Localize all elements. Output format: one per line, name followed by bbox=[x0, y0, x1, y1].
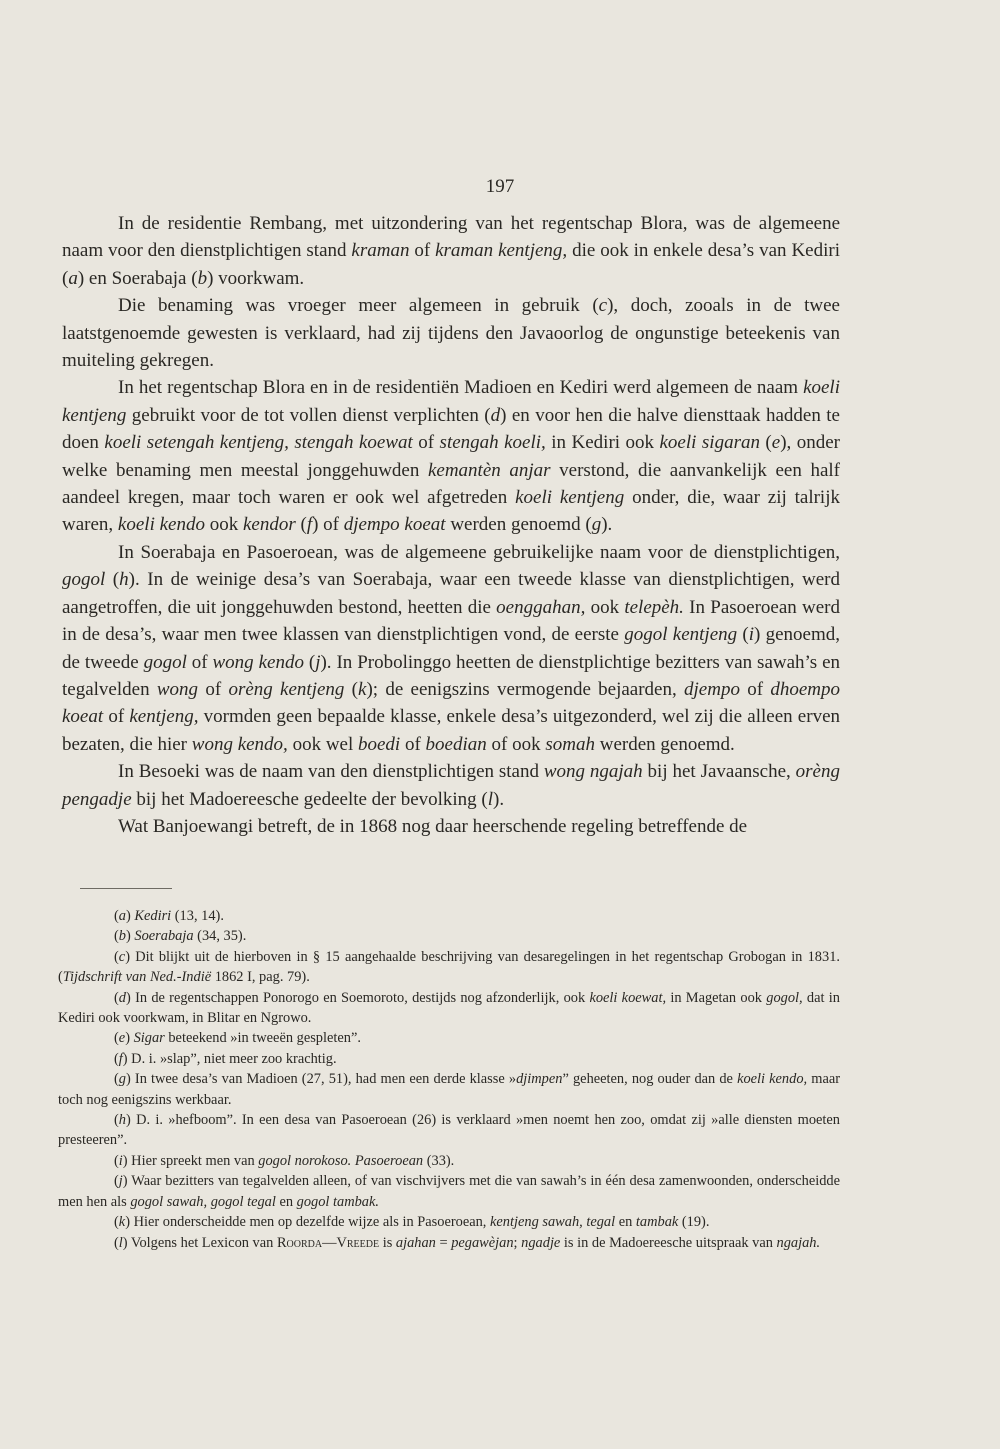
text-run: gebruikt voor de tot vollen dienst verplichten ( bbox=[126, 404, 491, 426]
italic-term: somah bbox=[545, 733, 595, 755]
italic-term: f bbox=[306, 514, 313, 536]
text-run: of bbox=[198, 678, 229, 700]
italic-term: Pasoeroean bbox=[354, 1152, 424, 1169]
text-run: ( bbox=[114, 908, 119, 924]
text-run: ( bbox=[303, 651, 316, 673]
text-run: of bbox=[739, 678, 771, 700]
text-run: ) Volgens het Lexicon van bbox=[122, 1234, 277, 1251]
italic-term: d bbox=[490, 404, 501, 426]
italic-term: djimpen bbox=[516, 1071, 563, 1088]
italic-term: h bbox=[119, 569, 129, 591]
italic-term: gogol tambak. bbox=[296, 1193, 379, 1210]
text-run: ( bbox=[344, 678, 359, 700]
text-run: Wat Banjoewangi betreft, de in 1868 nog daar heerschende regeling betreffende de bbox=[118, 815, 748, 837]
italic-term: wong kendo bbox=[212, 651, 304, 673]
italic-term: boedi bbox=[358, 733, 401, 755]
italic-term: i bbox=[118, 1152, 123, 1169]
text-run: of bbox=[186, 651, 213, 673]
italic-term: djempo koeat bbox=[343, 514, 446, 536]
text-run: ) voorkwam. bbox=[207, 267, 305, 289]
italic-term: i bbox=[748, 624, 755, 646]
text-run: ( bbox=[114, 928, 119, 945]
italic-term: kraman bbox=[351, 240, 410, 262]
text-run: ) D. i. »hefboom”. In een desa van Pasoeroean (26) is verklaard »men noemt hen zoo, omdat zij »alle diensten moeten presteeren”. bbox=[58, 1112, 840, 1149]
text-run: ( bbox=[114, 1234, 119, 1251]
italic-term: gogol bbox=[143, 651, 187, 673]
italic-term: boedian bbox=[425, 733, 487, 755]
italic-term: Tijdschrift van Ned.-Indië bbox=[62, 969, 212, 986]
footnote bbox=[58, 1049, 840, 1069]
text-run: in Kediri ook bbox=[545, 432, 660, 454]
text-run: ( bbox=[114, 1030, 119, 1047]
footnote bbox=[58, 947, 840, 988]
text-run: Roorda—Vreede bbox=[276, 1234, 380, 1251]
italic-term: koeli sigaran bbox=[659, 432, 760, 454]
footnotes bbox=[58, 906, 840, 1253]
footnote bbox=[58, 926, 840, 946]
text-run: ) Waar bezitters van tegalvelden alleen, of van vischvijvers met die van sawah’s in één desa zamenwoonden, onderscheidde men hen als bbox=[58, 1173, 840, 1210]
text-run: ( bbox=[759, 432, 772, 454]
italic-term: koeli koewat, bbox=[589, 989, 667, 1006]
italic-term: koeli kendo, bbox=[737, 1071, 808, 1088]
paragraph bbox=[62, 758, 840, 813]
italic-term: pegawèjan bbox=[451, 1234, 514, 1251]
italic-term: Sigar bbox=[133, 1030, 165, 1047]
text-run: dat in Kediri ook voorkwam, in Blitar en Ngrowo. bbox=[58, 989, 840, 1027]
footnote-separator bbox=[80, 888, 172, 889]
italic-term: koeli kentjeng bbox=[62, 377, 840, 426]
text-run: In Pasoeroean werd in de desa’s, waar men twee klassen van dienstplichtigen vond, de eerste bbox=[62, 596, 840, 646]
footnote bbox=[58, 1069, 840, 1110]
italic-term: g bbox=[118, 1071, 126, 1088]
italic-term: koeli kentjeng bbox=[515, 487, 625, 509]
text-run: ). bbox=[493, 788, 505, 810]
italic-term: ngadje bbox=[521, 1234, 561, 1251]
paragraph bbox=[62, 292, 840, 374]
italic-term: kraman kentjeng, bbox=[435, 240, 568, 262]
text-run: ), doch, zooals in de twee laatstgenoemde gewesten is verklaard, had zij tijdens den Javaoorlog de ongunstige beteekenis van muiteling gekregen. bbox=[62, 295, 840, 372]
text-run: 1862 I, pag. 79). bbox=[211, 969, 310, 986]
text-run: of ook bbox=[486, 733, 546, 755]
text-run: ), onder welke benaming men meestal jonggehuwden bbox=[62, 432, 841, 481]
text-run: of bbox=[103, 706, 130, 728]
paragraph bbox=[62, 539, 840, 758]
text-run: vormden geen bepaalde klasse, enkele desa’s uitgezonderd, wel zij die alleen erven bezaten, die hier bbox=[62, 706, 841, 755]
italic-term: k bbox=[118, 1214, 126, 1231]
italic-term: k bbox=[358, 678, 367, 700]
text-run: (34, 35). bbox=[193, 928, 247, 945]
text-run: ( bbox=[295, 514, 307, 536]
text-run: en bbox=[615, 1214, 636, 1231]
text-run: = bbox=[435, 1234, 452, 1251]
text-run: ( bbox=[114, 948, 119, 965]
text-run: ook bbox=[585, 596, 625, 618]
text-run: verstond, die aanvankelijk een half aandeel kregen, maar toch waren er ook wel afgetreden bbox=[62, 459, 840, 509]
italic-term: j bbox=[118, 1173, 123, 1190]
footnote bbox=[58, 1171, 840, 1212]
text-run: ) In de regentschappen Ponorogo en Soemoroto, destijds nog afzonderlijk, ook bbox=[126, 989, 590, 1006]
text-run: is in de Madoereesche uitspraak van bbox=[560, 1234, 777, 1251]
italic-term: gogol, bbox=[766, 989, 803, 1006]
text-run: ) en Soerabaja ( bbox=[77, 267, 198, 289]
italic-term: koeli setengah kentjeng, stengah koewat bbox=[104, 432, 413, 454]
text-run: in Magetan ook bbox=[666, 989, 767, 1006]
italic-term: c bbox=[118, 948, 126, 965]
italic-term: l bbox=[118, 1234, 123, 1251]
text-run: In het regentschap Blora en in de residentiën Madioen en Kediri werd algemeen de naam bbox=[118, 377, 804, 399]
text-run: ) Hier onderscheidde men op dezelfde wijze als in Pasoeroean, bbox=[125, 1214, 491, 1231]
italic-term: wong bbox=[156, 678, 199, 700]
text-run: In de residentie Rembang, met uitzondering van het regentschap Blora, was de algemeene naam voor den dienstplichtigen stand bbox=[62, 213, 840, 262]
italic-term: kemantèn anjar bbox=[427, 459, 551, 481]
text-run: In Besoeki was de naam van den dienstplichtigen stand bbox=[118, 761, 544, 783]
italic-term: wong ngajah bbox=[543, 761, 643, 783]
text-run: werden genoemd. bbox=[594, 733, 735, 755]
text-run: ; bbox=[513, 1234, 522, 1251]
italic-term: a bbox=[118, 908, 126, 924]
footnote bbox=[58, 1233, 840, 1253]
text-run: ) bbox=[126, 908, 135, 924]
italic-term: a bbox=[68, 267, 78, 289]
text-run: en bbox=[275, 1193, 297, 1210]
text-run: ” geheeten, nog ouder dan de bbox=[562, 1071, 738, 1088]
paragraph bbox=[62, 210, 840, 292]
text-run: ( bbox=[737, 624, 749, 646]
text-run: of bbox=[400, 733, 426, 755]
text-run: ( bbox=[114, 1112, 119, 1129]
body-text bbox=[62, 210, 840, 840]
italic-term: oenggahan, bbox=[496, 596, 586, 618]
italic-term: gogol bbox=[62, 569, 106, 591]
text-run: ) bbox=[126, 928, 135, 945]
italic-term: ngajah. bbox=[776, 1234, 821, 1251]
text-run: bij het Javaansche, bbox=[642, 761, 796, 783]
text-run: ( bbox=[114, 1050, 119, 1067]
italic-term: gogol sawah, gogol tegal bbox=[130, 1193, 276, 1210]
italic-term: kendor bbox=[242, 514, 296, 536]
text-run: ). bbox=[601, 514, 613, 536]
text-run: of bbox=[412, 432, 440, 454]
italic-term: djempo bbox=[684, 678, 740, 700]
text-run: maar toch nog eenigszins werkbaar. bbox=[58, 1071, 841, 1108]
italic-term: koeli kendo bbox=[117, 514, 205, 536]
text-run: ( bbox=[105, 569, 120, 591]
text-run: ) Dit blijkt uit de hierboven in § 15 aangehaalde beschrijving van desaregelingen in het regentschap Grobogan in 1831. ( bbox=[58, 948, 840, 986]
text-run: (33). bbox=[423, 1152, 455, 1169]
text-run: werden genoemd ( bbox=[445, 514, 592, 536]
italic-term: j bbox=[315, 651, 321, 673]
text-run: Die benaming was vroeger meer algemeen in gebruik ( bbox=[118, 295, 599, 317]
italic-term: telepèh. bbox=[624, 596, 684, 618]
text-run: die ook in enkele desa’s van Kediri ( bbox=[62, 240, 840, 289]
footnote bbox=[58, 1110, 840, 1151]
text-run: ) genoemd, de tweede bbox=[62, 624, 840, 673]
text-run: ( bbox=[114, 1152, 119, 1169]
italic-term: ajahan bbox=[395, 1234, 436, 1251]
text-run: ( bbox=[114, 1214, 119, 1231]
text-run: ( bbox=[114, 989, 119, 1006]
text-run: onder, die, waar zij talrijk waren, bbox=[62, 487, 840, 536]
italic-term: kentjeng, bbox=[129, 706, 199, 728]
text-run: of bbox=[409, 240, 436, 262]
text-run: (13, 14). bbox=[171, 908, 224, 924]
italic-term: b bbox=[118, 928, 126, 945]
italic-term: orèng pengadje bbox=[62, 761, 840, 810]
text-run: ook wel bbox=[287, 733, 358, 755]
text-run: ). In de weinige desa’s van Soerabaja, waar een tweede klasse van dienstplichtigen, werd aangetroffen, die uit jonggehuwden bestond, heetten die bbox=[62, 569, 840, 618]
italic-term: h bbox=[118, 1112, 126, 1129]
text-run: ) en voor hen die halve diensttaak hadden te doen bbox=[62, 404, 840, 454]
text-run: ); de eenigszins vermogende bejaarden, bbox=[366, 678, 685, 700]
italic-term: dhoempo koeat bbox=[62, 678, 841, 728]
italic-term: gogol kentjeng bbox=[624, 624, 738, 646]
italic-term: gogol norokoso. bbox=[258, 1152, 352, 1169]
italic-term: orèng kentjeng bbox=[228, 678, 345, 700]
text-run: ( bbox=[114, 1071, 119, 1088]
footnote bbox=[58, 1028, 840, 1048]
text-run: beteekend »in tweeën gespleten”. bbox=[164, 1030, 361, 1047]
italic-term: Kediri bbox=[134, 908, 172, 924]
text-run: ) In twee desa’s van Madioen (27, 51), had men een derde klasse » bbox=[126, 1071, 517, 1088]
italic-term: g bbox=[591, 514, 602, 536]
text-run: ). In Probolinggo heetten de dienstplichtige bezitters van sawah’s en tegalvelden bbox=[62, 651, 841, 700]
text-run: ) Hier spreekt men van bbox=[122, 1152, 259, 1169]
text-run: ) bbox=[125, 1030, 134, 1047]
italic-term: l bbox=[487, 788, 494, 810]
italic-term: d bbox=[118, 989, 126, 1006]
italic-term: c bbox=[598, 295, 608, 317]
footnote bbox=[58, 988, 840, 1029]
text-run: ) D. i. »slap”, niet meer zoo krachtig. bbox=[122, 1050, 337, 1067]
text-run: bij het Madoereesche gedeelte der bevolking ( bbox=[131, 788, 488, 810]
italic-term: b bbox=[197, 267, 208, 289]
italic-term: tambak bbox=[635, 1214, 679, 1231]
text-run: ) of bbox=[312, 514, 344, 536]
page-number: 197 bbox=[485, 176, 515, 197]
footnote bbox=[58, 1151, 840, 1171]
footnote bbox=[58, 1212, 840, 1232]
text-run: ( bbox=[114, 1173, 119, 1190]
text-run: is bbox=[379, 1234, 396, 1251]
text-run: (19). bbox=[678, 1214, 710, 1231]
italic-term: stengah koeli, bbox=[439, 432, 546, 454]
italic-term: kentjeng sawah, tegal bbox=[490, 1214, 616, 1231]
italic-term: e bbox=[118, 1030, 126, 1047]
text-run: In Soerabaja en Pasoeroean, was de algemeene gebruikelijke naam voor de dienstplichtigen, bbox=[118, 541, 840, 563]
paragraph bbox=[62, 813, 840, 840]
italic-term: f bbox=[118, 1050, 123, 1067]
paragraph bbox=[62, 374, 840, 538]
footnote bbox=[58, 906, 840, 926]
text-run: ook bbox=[204, 514, 243, 536]
italic-term: wong kendo, bbox=[191, 733, 288, 755]
italic-term: Soerabaja bbox=[134, 928, 194, 945]
italic-term: e bbox=[771, 432, 781, 454]
